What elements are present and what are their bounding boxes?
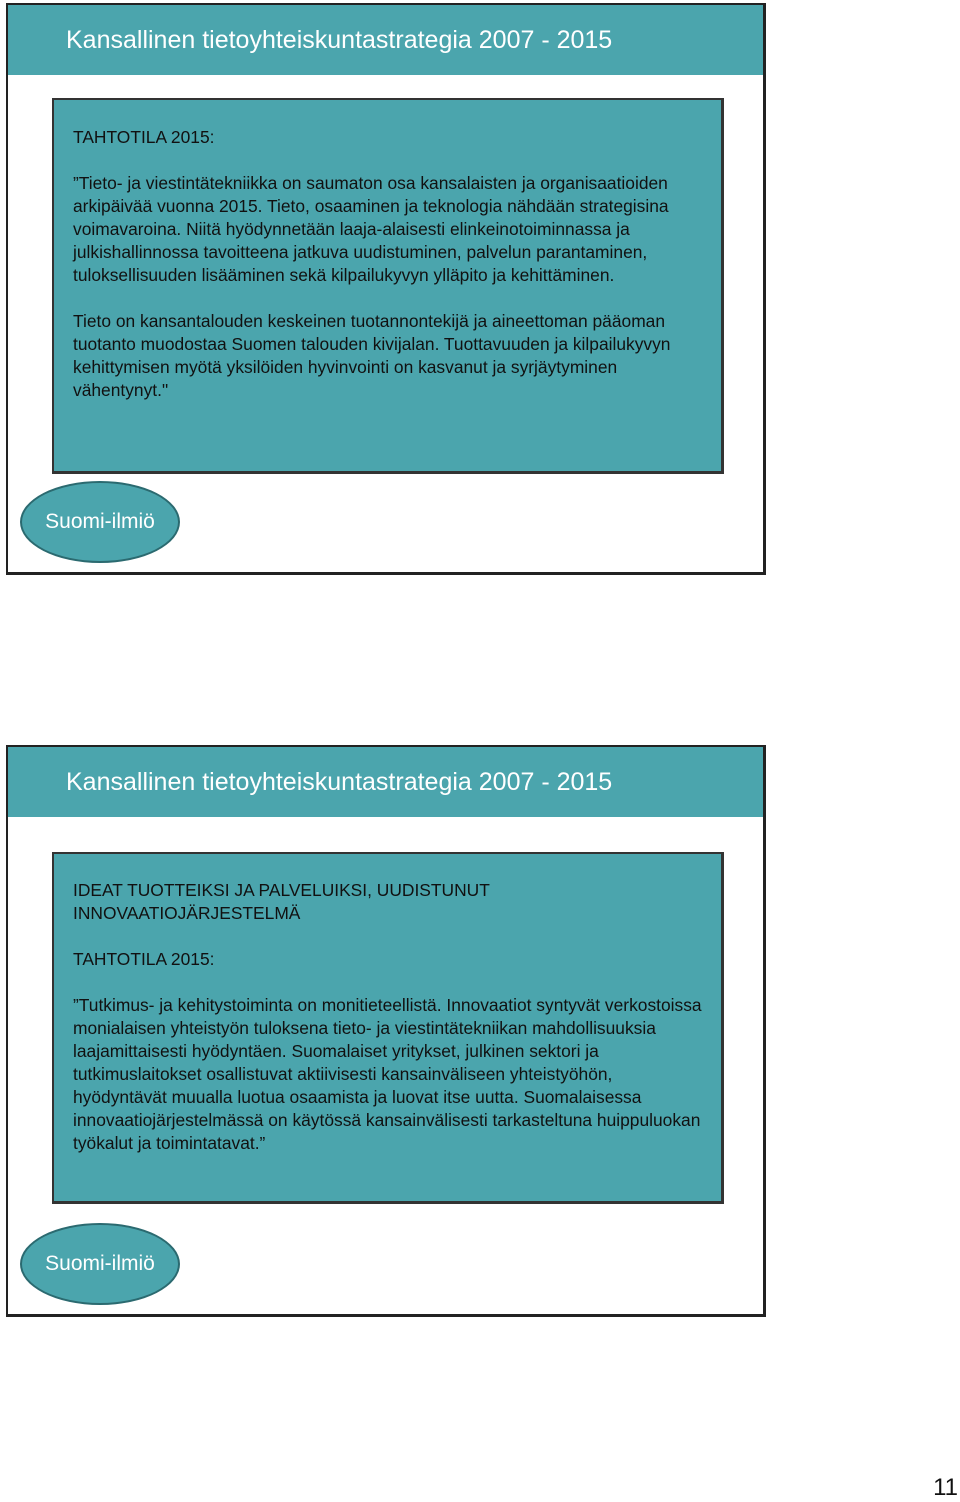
box-paragraph-1: ”Tutkimus- ja kehitystoiminta on monitieteellistä. Innovaatiot syntyvät verkostoissa monialaisen yhteistyön tuloksena tieto- ja viestintätekniikan mahdollisuuksia laajamittaisesti hyödyntäen. Suomalaiset yritykset, julkinen sektori ja tutkimuslaitokset osallistuvat aktiivisesti kansainväliseen yhteistyöhön, hyödyntävät muualla luotua osaamista ja luovat itse uutta. Suomalaisessa innovaatiojärjestelmässä on käytössä kansainvälisesti tarkasteltuna huippuluokan työkalut ja toimintatavat.”	[73, 995, 702, 1153]
content-box	[52, 98, 724, 474]
box-heading: TAHTOTILA 2015:	[73, 127, 215, 147]
suomi-ilmio-badge: Suomi-ilmiö	[20, 1223, 180, 1305]
slide-2	[6, 745, 766, 1317]
box-subheading: IDEAT TUOTTEIKSI JA PALVELUIKSI, UUDISTUNUT INNOVAATIOJÄRJESTELMÄ	[73, 880, 490, 923]
box-paragraph-2: Tieto on kansantalouden keskeinen tuotannontekijä ja aineettoman pääoman tuotanto muodostaa Suomen talouden kivijalan. Tuottavuuden ja kilpailukyvyn kehittymisen myötä yksilöiden hyvinvointi on kasvanut ja syrjäytyminen vähentynyt."	[73, 311, 671, 400]
slide-1	[6, 3, 766, 575]
slide-title: Kansallinen tietoyhteiskuntastrategia 2007 - 2015	[8, 747, 763, 817]
box-heading: TAHTOTILA 2015:	[73, 949, 215, 969]
box-paragraph-1: ”Tieto- ja viestintätekniikka on saumaton osa kansalaisten ja organisaatioiden arkipäivää vuonna 2015. Tieto, osaaminen ja teknologia nähdään strategisina voimavaroina. Niitä hyödynnetään laaja-alaisesti elinkeinotoiminnassa ja julkishallinnossa tavoitteena jatkuva uudistuminen, palvelun parantaminen, tuloksellisuuden lisääminen sekä kilpailukyvyn ylläpito ja kehittäminen.	[73, 173, 669, 285]
slide-title: Kansallinen tietoyhteiskuntastrategia 2007 - 2015	[8, 5, 763, 75]
suomi-ilmio-badge: Suomi-ilmiö	[20, 481, 180, 563]
page-number: 11	[933, 1474, 958, 1501]
content-box	[52, 852, 724, 1204]
